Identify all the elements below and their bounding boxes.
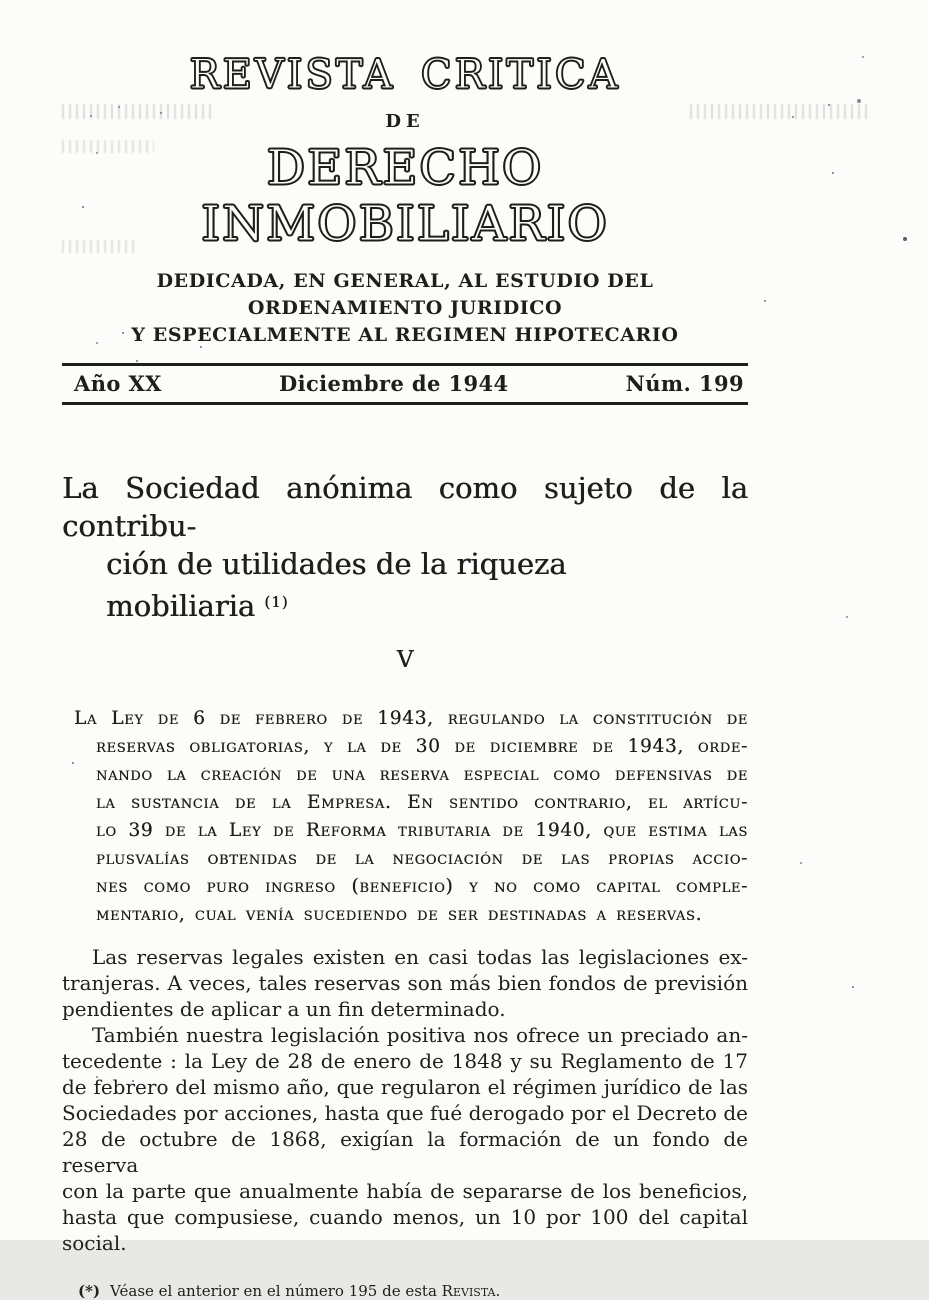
body-line: de febrero del mismo año, que regularon el régimen jurídico de las [62, 1075, 748, 1099]
body-line: tranjeras. A veces, tales reservas son más bien fondos de previsión [62, 971, 748, 995]
body-line: con la parte que anualmente había de separarse de los beneficios, [62, 1179, 748, 1203]
journal-title-connector: DE [385, 111, 425, 132]
body-line: tecedente : la Ley de 28 de enero de 1848 y su Reglamento de 17 [62, 1049, 748, 1073]
issue-number: Núm. 199 [625, 371, 744, 396]
article [62, 469, 748, 1300]
body-paragraph-2 [62, 1022, 748, 1256]
issue-year: Año XX [74, 371, 162, 396]
body-line: hasta que compusiese, cuando menos, un 10 por 100 del capital [62, 1205, 748, 1229]
abstract-line: nando la creación de una reserva especial como defensivas de [96, 764, 748, 785]
footnote-period: . [495, 1282, 501, 1300]
issue-date: Diciembre de 1944 [278, 371, 509, 396]
issue-info-bar [62, 363, 748, 405]
journal-title-main: DERECHO INMOBILIARIO [201, 140, 609, 252]
title-footnote-marker: (1) [264, 593, 289, 611]
journal-subtitle [62, 268, 748, 349]
footnote-marker: (*) [78, 1282, 101, 1300]
section-number: V [396, 647, 414, 673]
body-line: Sociedades por acciones, hasta que fué derogado por el Decreto de [62, 1101, 748, 1125]
abstract-block [62, 705, 748, 929]
abstract-line: lo 39 de la Ley de Reforma tributaria de 1940, que estima las [96, 820, 748, 841]
page-content [62, 0, 748, 1300]
article-title [62, 469, 748, 625]
article-title-line2-text: ción de utilidades de la riqueza mobiliaria [106, 547, 567, 623]
footnote-journal-name: Revista [441, 1282, 496, 1300]
abstract-line: plusvalías obtenidas de la negociación de las propias accio- [96, 848, 748, 869]
footnote [62, 1282, 748, 1300]
abstract-line: mentario, cual venía sucediendo de ser destinadas a reservas. [96, 904, 703, 925]
body-line: social. [62, 1231, 127, 1255]
abstract-line: reservas obligatorias, y la de 30 de diciembre de 1943, orde- [96, 736, 748, 757]
article-title-line2 [62, 545, 748, 625]
journal-subtitle-line1: DEDICADA, EN GENERAL, AL ESTUDIO DEL ORDENAMIENTO JURIDICO [156, 270, 654, 319]
abstract-line: nes como puro ingreso (beneficio) y no como capital comple- [96, 876, 748, 897]
body-line: Las reservas legales existen en casi todas las legislaciones ex- [92, 945, 748, 969]
body-line: pendientes de aplicar a un fin determinado. [62, 997, 506, 1021]
abstract-line: La Ley de 6 de febrero de 1943, regulando la constitución de [74, 708, 748, 729]
body-line: También nuestra legislación positiva nos ofrece un preciado an- [92, 1023, 748, 1047]
body-line: 28 de octubre de 1868, exigían la formación de un fondo de reserva [62, 1127, 748, 1177]
journal-title-top: REVISTA CRITICA [189, 52, 621, 98]
body-paragraph-1 [62, 944, 748, 1022]
journal-header [62, 52, 748, 349]
journal-subtitle-line2: Y ESPECIALMENTE AL REGIMEN HIPOTECARIO [131, 324, 679, 346]
article-title-line1: La Sociedad anónima como sujeto de la contribu- [62, 471, 748, 543]
abstract-line: la sustancia de la Empresa. En sentido contrario, el artícu- [96, 792, 748, 813]
footnote-text: Véase el anterior en el número 195 de esta [110, 1282, 437, 1300]
